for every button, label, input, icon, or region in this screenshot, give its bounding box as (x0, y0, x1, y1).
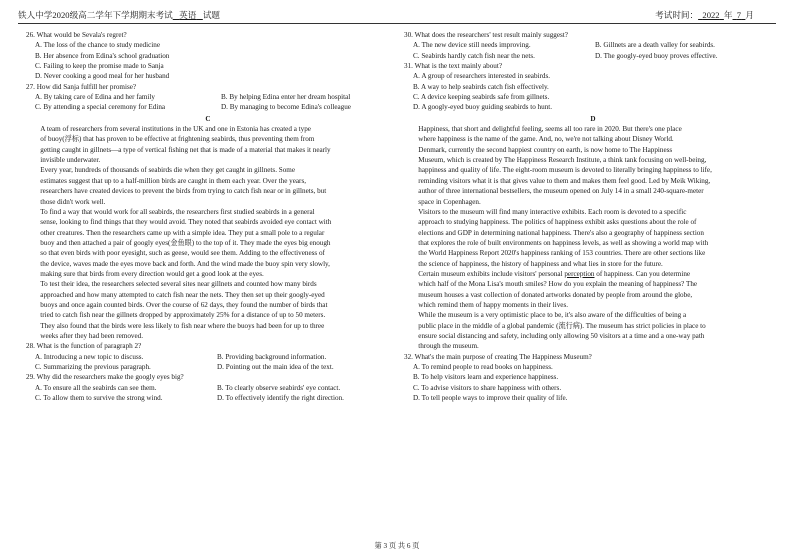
question-stem: 30. What does the researchers' test result mainly suggest? (404, 31, 568, 39)
question-stem: 31. What is the text mainly about? (404, 62, 503, 71)
option-c: C. Seabirds hardly catch fish near the nets. (413, 51, 535, 60)
left-column (26, 30, 390, 403)
option-d: D. Never cooking a good meal for her husband (35, 72, 170, 81)
option-b: B. A way to help seabirds catch fish effectively. (413, 82, 549, 91)
section-d-title: D (590, 114, 596, 123)
option-d: D. To tell people ways to improve their quality of life. (413, 394, 568, 403)
page-header (0, 0, 794, 26)
paragraph: To test their idea, the researchers selected several sites near gillnets and counted how many birds approached and how many attempted to catch fish near the nets. They then set up their googly-eyed buoys and once again counted birds. Over the course of 62 days, they found the number of birds that tried to catch fish near the gillnets dropped by approximately 25% for a distance of up to 50 meters. They also found that the birds were less likely to fish near where the buoys had been for up to three weeks after they had been removed. (40, 280, 328, 340)
exam-subject: 英语 (179, 10, 197, 20)
question-27 (26, 82, 390, 113)
page-number: 第 3 页 共 6 页 (374, 542, 420, 550)
option-a: A. By taking care of Edina and her family (35, 93, 155, 102)
option-a: A. The loss of the chance to study medicine (35, 41, 160, 50)
section-c-title: C (205, 114, 211, 123)
option-b: B. Gillnets are a death valley for seabirds. (595, 41, 715, 50)
question-32 (404, 352, 782, 404)
option-b: B. By helping Edina enter her dream hospital (221, 93, 351, 102)
question-26 (26, 30, 390, 82)
paragraph: To find a way that would work for all seabirds, the researchers first studied seabirds in a general sense, looking to find things that they would avoid. They noted that seabirds avoided eye contact with other creatures. Then the researchers came up with a simple idea. They put a small pole to a regular buoy and then attached a pair of googly eyes(金鱼眼) to the top of it. They made the eyes big enough so that even birds with poor eyesight, such as geese, would see them. Adding to the effectiveness of the device, waves made the eyes move back and forth. And the wind made the buoy spin very slowly, making sure that birds from every direction would get a good look at the eyes. (40, 207, 332, 278)
question-stem: 29. Why did the researchers make the googly eyes big? (26, 373, 184, 382)
option-d: D. The googly-eyed buoy proves effective. (595, 51, 718, 60)
option-a: A. To ensure all the seabirds can see them. (35, 383, 157, 392)
paragraph: While the museum is a very optimistic place to be, it's also aware of the difficulties of being a public place in the middle of a global pandemic (流行病). The museum has strict policies in place to ensure social distancing and safety, including only allowing 50 visitors at a time and a one-way path through the museum. (418, 311, 706, 351)
exam-date: 考试时间： 2022 年 7 月 (655, 10, 754, 20)
underlined-word: perception (564, 269, 595, 278)
paragraph: Certain museum exhibits include visitors' personal perception of happiness. Can you determine which half of the Mona Lisa's mouth smiles? How do you explain the meaning of happiness? The museum houses a vast collection of donated artworks donated by people from around the globe, which remind them of happy moments in their lives. (418, 269, 698, 309)
exam-year: 2022 (702, 10, 720, 20)
question-stem: 27. How did Sanja fulfill her promise? (26, 82, 137, 91)
paragraph: A team of researchers from several institutions in the UK and one in Estonia has created a type of buoy(浮标) that has proven to be effective at frightening seabirds, thus preventing them from getting caught in gillnets—a type of vertical fishing net that is made of a material that makes it nearly invisible underwater. (40, 125, 331, 165)
option-c: C. To advise visitors to share happiness with others. (413, 383, 562, 392)
paragraph: Visitors to the museum will find many interactive exhibits. Each room is devoted to a specific approach to studying happiness. The politics of happiness exhibit asks questions about the role of elections and GDP in determining national happiness. There's also a geography of happiness section that explores the role of built environments on happiness levels, as well as showing a world map with the World Happiness Report 2020's happiness ranking of 153 countries. There are other sections like the science of happiness, the history of happiness and what lies in store for the future. (418, 207, 709, 268)
question-28 (26, 341, 390, 372)
option-d: D. To effectively identify the right direction. (217, 394, 344, 403)
option-a: A. Introducing a new topic to discuss. (35, 352, 144, 361)
paragraph: Every year, hundreds of thousands of seabirds die when they get caught in gillnets. Some estimates suggest that up to a half-million birds are caught in them each year. Over the years, researchers have created devices to prevent the birds from trying to catch fish near or in gillnets, but those didn't work well. (40, 166, 327, 206)
right-column (404, 30, 782, 403)
option-a: A. To remind people to read books on happiness. (413, 363, 553, 371)
option-d: D. By managing to become Edina's colleague (221, 103, 351, 112)
option-b: B. To help visitors learn and experience happiness. (413, 373, 559, 382)
option-b: B. To clearly observe seabirds' eye contact. (217, 383, 341, 392)
paragraph: Happiness, that short and delightful feeling, seems all too rare in 2020. But there's one place where happiness is the name of the game. And, no, we're not talking about Disney World. (418, 125, 682, 144)
header-rule (18, 23, 776, 24)
question-30 (404, 30, 782, 61)
option-d: D. A googly-eyed buoy guiding seabirds to hunt. (413, 103, 553, 112)
option-b: B. Providing background information. (217, 352, 327, 361)
paragraph: Denmark, currently the second happiest country on earth, is now home to The Happiness Museum, which is created by The Happiness Research Institute, a think tank focusing on well-being, happiness and quality of life. The eight-room museum is devoted to literally bringing happiness to life, reminding visitors what it is that gives value to them and makes them feel good. Led by Meik Wiking, author of three international bestsellers, the museum opened on July 14 in a small 240-square-meter space in Copenhagen. (418, 145, 712, 206)
exam-month: 7 (736, 10, 742, 20)
option-a: A. The new device still needs improving. (413, 41, 531, 50)
option-c: C. By attending a special ceremony for Edina (35, 103, 166, 112)
option-c: C. A device keeping seabirds safe from gillnets. (413, 93, 550, 102)
option-d: D. Pointing out the main idea of the text. (217, 363, 334, 371)
option-a: A. A group of researchers interested in seabirds. (413, 72, 551, 81)
option-b: B. Her absence from Edina's school graduation (35, 51, 170, 60)
question-29 (26, 372, 390, 403)
passage-d (404, 124, 782, 352)
question-stem: 26. What would be Sevala's regret? (26, 31, 127, 39)
question-stem: 28. What is the function of paragraph 2? (26, 342, 142, 351)
option-c: C. To allow them to survive the strong wind. (35, 394, 163, 403)
exam-title: 铁人中学2020级高二学年下学期期末考试 英语 试题 (18, 10, 221, 20)
passage-c (26, 124, 390, 341)
question-31 (404, 61, 782, 113)
option-c: C. Failing to keep the promise made to Sanja (35, 62, 164, 71)
question-stem: 32. What's the main purpose of creating The Happiness Museum? (404, 352, 592, 361)
option-c: C. Summarizing the previous paragraph. (35, 363, 151, 371)
